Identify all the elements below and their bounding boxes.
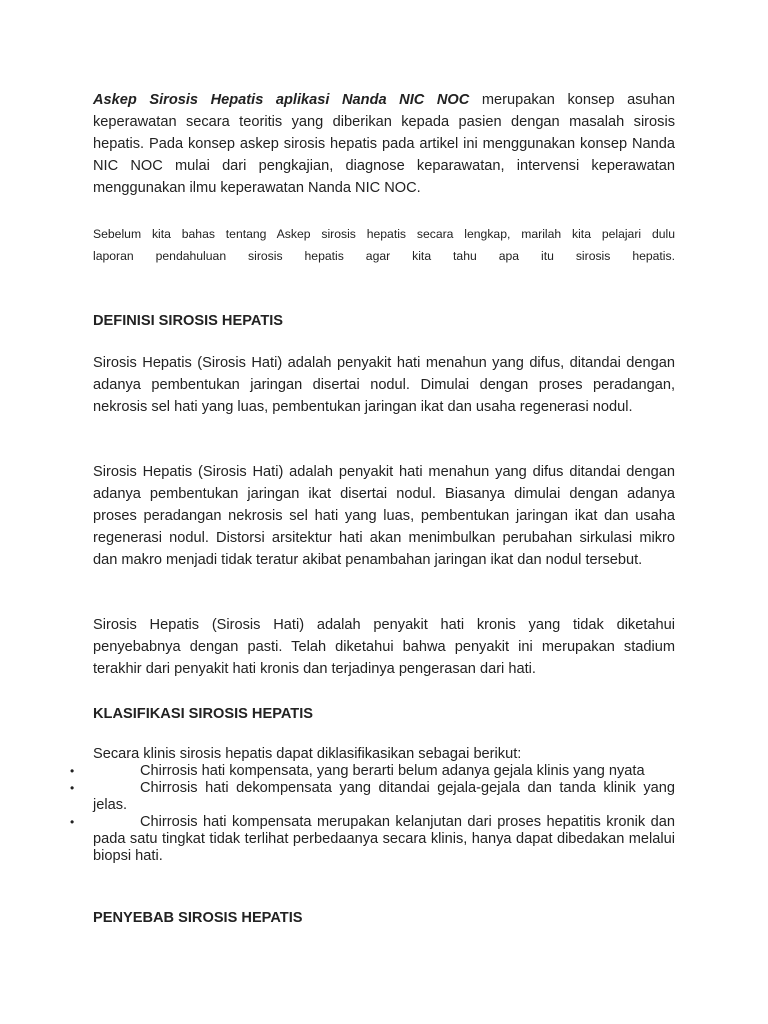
- list-item-text: Chirrosis hati kompensata merupakan kelanjutan dari proses hepatitis kronik dan pada satu tingkat tidak terlihat perbedaanya secara klinis, hanya dapat dibedakan melalui biopsi hati.: [93, 814, 675, 864]
- list-item-text: Chirrosis hati kompensata, yang berarti belum adanya gejala klinis yang nyata: [140, 763, 645, 779]
- definisi-paragraph-2: Sirosis Hepatis (Sirosis Hati) adalah penyakit hati menahun yang difus ditandai dengan adanya pembentukan jaringan ikat disertai nodul. Biasanya dimulai dengan adanya proses peradangan nekrosis sel hati yang luas, pembentukan jaringan ikat dan usaha regenerasi nodul. Distorsi arsitektur hati akan menimbulkan perubahan sirkulasi mikro dan makro menjadi tidak teratur akibat penambahan jaringan ikat dan nodul tersebut.: [93, 464, 675, 568]
- note-line-2: laporan pendahuluan sirosis hepatis agar kita tahu apa itu sirosis hepatis.: [93, 249, 675, 263]
- bullet-icon: •: [70, 781, 75, 795]
- list-item: [0, 763, 675, 780]
- klasifikasi-heading: KLASIFIKASI SIROSIS HEPATIS: [93, 706, 314, 722]
- penyebab-heading: PENYEBAB SIROSIS HEPATIS: [93, 910, 303, 926]
- intro-paragraph: [93, 89, 675, 199]
- bullet-icon: •: [70, 815, 75, 829]
- list-item: [0, 780, 675, 814]
- definisi-paragraph-3: Sirosis Hepatis (Sirosis Hati) adalah penyakit hati kronis yang tidak diketahui penyebabnya dengan pasti. Telah diketahui bahwa penyakit ini merupakan stadium terakhir dari penyakit hati kronis dan terjadinya pengerasan dari hati.: [93, 617, 675, 677]
- list-item: [0, 814, 675, 865]
- klasifikasi-intro: Secara klinis sirosis hepatis dapat diklasifikasikan sebagai berikut:: [93, 746, 522, 762]
- bullet-icon: •: [70, 764, 75, 778]
- klasifikasi-list: [0, 763, 768, 865]
- definisi-heading: DEFINISI SIROSIS HEPATIS: [93, 313, 284, 329]
- note-paragraph: [93, 223, 675, 267]
- list-item-text: Chirrosis hati dekompensata yang ditandai gejala-gejala dan tanda klinik yang jelas.: [93, 780, 675, 813]
- intro-rest: merupakan konsep asuhan keperawatan secara teoritis yang diberikan kepada pasien dengan masalah sirosis hepatis. Pada konsep askep sirosis hepatis pada artikel ini menggunakan konsep Nanda NIC NOC mulai dari pengkajian, diagnose keparawatan, intervensi keperawatan menggunakan ilmu keperawatan Nanda NIC NOC.: [93, 92, 675, 196]
- intro-lead: Askep Sirosis Hepatis aplikasi Nanda NIC NOC: [93, 92, 470, 108]
- note-line-1: Sebelum kita bahas tentang Askep sirosis hepatis secara lengkap, marilah kita pelajari dulu: [93, 227, 675, 241]
- definisi-paragraph-1: Sirosis Hepatis (Sirosis Hati) adalah penyakit hati menahun yang difus, ditandai dengan adanya pembentukan jaringan disertai nodul. Dimulai dengan proses peradangan, nekrosis sel hati yang luas, pembentukan jaringan ikat dan usaha regenerasi nodul.: [93, 355, 675, 415]
